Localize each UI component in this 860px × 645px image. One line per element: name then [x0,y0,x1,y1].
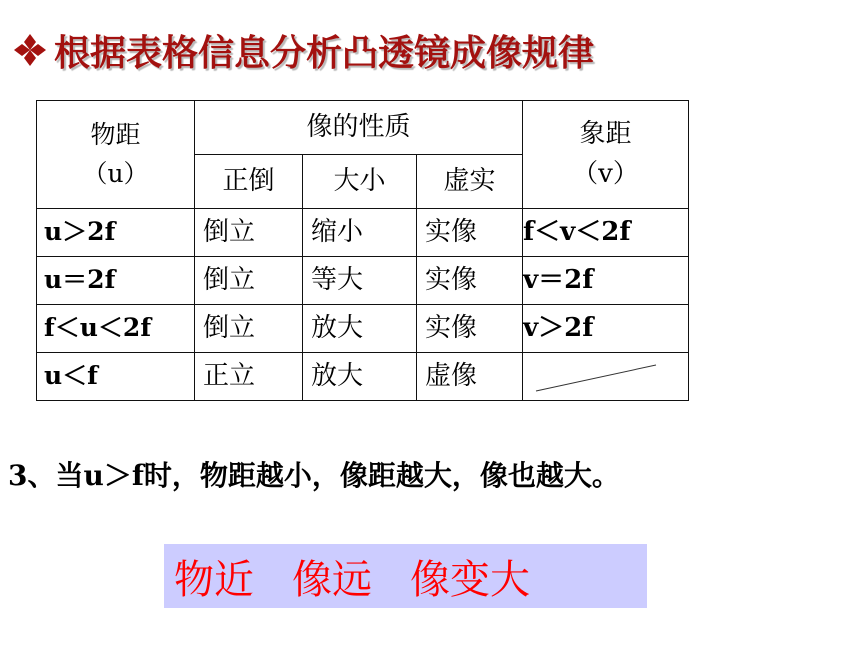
orientation-cell: 倒立 [195,257,303,305]
type-cell: 实像 [417,209,523,257]
object-distance-header [37,101,195,209]
summary-image-larger: 像变大 [410,556,530,603]
image-nature-header: 像的性质 [195,101,523,155]
size-cell: 放大 [303,353,417,401]
u-cell: u＝2f [37,257,195,305]
type-cell: 实像 [417,257,523,305]
table-row [37,305,689,353]
slide-title-text: 根据表格信息分析凸透镜成像规律 [54,32,595,74]
v-cell: f＜v＜2f [523,209,689,257]
type-subheader: 虚实 [417,155,523,209]
size-cell: 等大 [303,257,417,305]
v-cell-empty [523,353,689,401]
summary-box [164,544,647,608]
lens-imaging-table [36,100,689,401]
orientation-cell: 倒立 [195,209,303,257]
summary-image-far: 像远 [292,556,372,603]
table-row [37,353,689,401]
table-row [37,257,689,305]
type-cell: 虚像 [417,353,523,401]
v-cell: v＝2f [523,257,689,305]
object-distance-label: 物距 [90,119,141,149]
image-distance-unit: （v） [572,158,639,189]
size-cell: 缩小 [303,209,417,257]
summary-object-near: 物近 [174,556,254,603]
u-cell: f＜u＜2f [37,305,195,353]
slide-title [10,22,594,78]
image-distance-header [523,101,689,209]
size-subheader: 大小 [303,155,417,209]
diagonal-slash-icon [526,355,686,399]
orientation-cell: 倒立 [195,305,303,353]
orientation-cell: 正立 [195,353,303,401]
image-distance-label: 象距 [579,118,632,149]
type-cell: 实像 [417,305,523,353]
orientation-subheader: 正倒 [195,155,303,209]
u-cell: u＞2f [37,209,195,257]
object-distance-unit: （u） [82,158,149,188]
v-cell: v＞2f [523,305,689,353]
u-cell: u＜f [37,353,195,401]
diamond-bullet-icon [10,30,50,70]
conclusion-statement: 3、当u＞f时，物距越小，像距越大，像也越大。 [8,459,620,492]
size-cell: 放大 [303,305,417,353]
table-row [37,209,689,257]
